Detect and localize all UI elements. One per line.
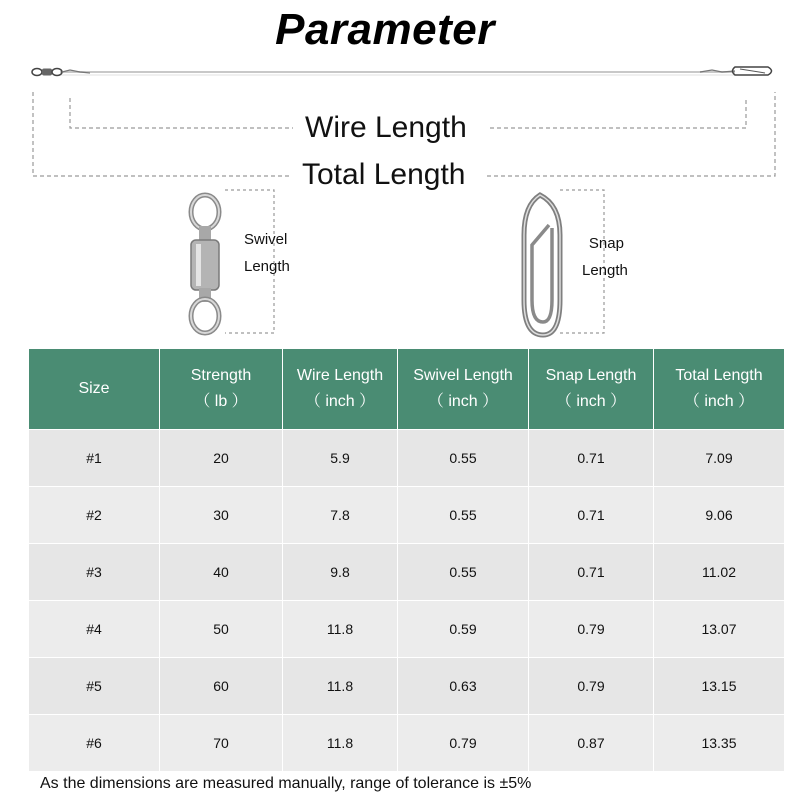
cell-strength: 50 [160, 601, 283, 658]
table-row [29, 658, 785, 715]
cell-wire-length: 11.8 [283, 715, 398, 772]
leader-wire [32, 67, 772, 76]
cell-snap-length: 0.79 [529, 658, 654, 715]
table-row [29, 715, 785, 772]
tolerance-note: As the dimensions are measured manually, range of tolerance is ±5% [40, 775, 532, 792]
cell-swivel-length: 0.79 [398, 715, 529, 772]
cell-strength: 70 [160, 715, 283, 772]
cell-total-length: 13.15 [654, 658, 785, 715]
cell-size: #3 [29, 544, 160, 601]
swivel-illustration [191, 195, 219, 333]
cell-total-length: 11.02 [654, 544, 785, 601]
cell-snap-length: 0.71 [529, 430, 654, 487]
snap-label-line2: Length [582, 262, 628, 279]
snap-illustration [524, 195, 560, 335]
cell-swivel-length: 0.63 [398, 658, 529, 715]
snap-length-label [582, 230, 628, 284]
table-row [29, 544, 785, 601]
header-total-length: Total Length （ inch ） [654, 349, 785, 430]
cell-snap-length: 0.71 [529, 544, 654, 601]
wire-length-label: Wire Length [293, 110, 479, 146]
header-strength: Strength （ lb ） [160, 349, 283, 430]
snap-label-line1: Snap [588, 235, 624, 252]
cell-total-length: 7.09 [654, 430, 785, 487]
table-row [29, 430, 785, 487]
cell-snap-length: 0.87 [529, 715, 654, 772]
page-title: Parameter [275, 5, 495, 54]
cell-strength: 40 [160, 544, 283, 601]
cell-wire-length: 9.8 [283, 544, 398, 601]
cell-size: #1 [29, 430, 160, 487]
header-size: Size [29, 349, 160, 430]
cell-wire-length: 11.8 [283, 601, 398, 658]
spec-table [28, 348, 785, 772]
cell-size: #4 [29, 601, 160, 658]
cell-snap-length: 0.79 [529, 601, 654, 658]
leader-diagram [0, 0, 800, 345]
swivel-label-line1: Swivel [244, 231, 288, 248]
cell-size: #6 [29, 715, 160, 772]
cell-strength: 60 [160, 658, 283, 715]
cell-total-length: 13.35 [654, 715, 785, 772]
swivel-label-line2: Length [244, 258, 290, 275]
cell-size: #5 [29, 658, 160, 715]
cell-swivel-length: 0.55 [398, 487, 529, 544]
total-length-label: Total Length [290, 157, 477, 193]
swivel-length-label [244, 226, 290, 280]
cell-total-length: 13.07 [654, 601, 785, 658]
cell-swivel-length: 0.55 [398, 544, 529, 601]
cell-total-length: 9.06 [654, 487, 785, 544]
header-swivel-length: Swivel Length （ inch ） [398, 349, 529, 430]
cell-snap-length: 0.71 [529, 487, 654, 544]
cell-swivel-length: 0.59 [398, 601, 529, 658]
header-wire-length: Wire Length （ inch ） [283, 349, 398, 430]
cell-swivel-length: 0.55 [398, 430, 529, 487]
table-header-row [29, 349, 785, 430]
cell-size: #2 [29, 487, 160, 544]
cell-strength: 30 [160, 487, 283, 544]
cell-wire-length: 11.8 [283, 658, 398, 715]
header-snap-length: Snap Length （ inch ） [529, 349, 654, 430]
cell-strength: 20 [160, 430, 283, 487]
table-row [29, 601, 785, 658]
table-row [29, 487, 785, 544]
cell-wire-length: 5.9 [283, 430, 398, 487]
cell-wire-length: 7.8 [283, 487, 398, 544]
